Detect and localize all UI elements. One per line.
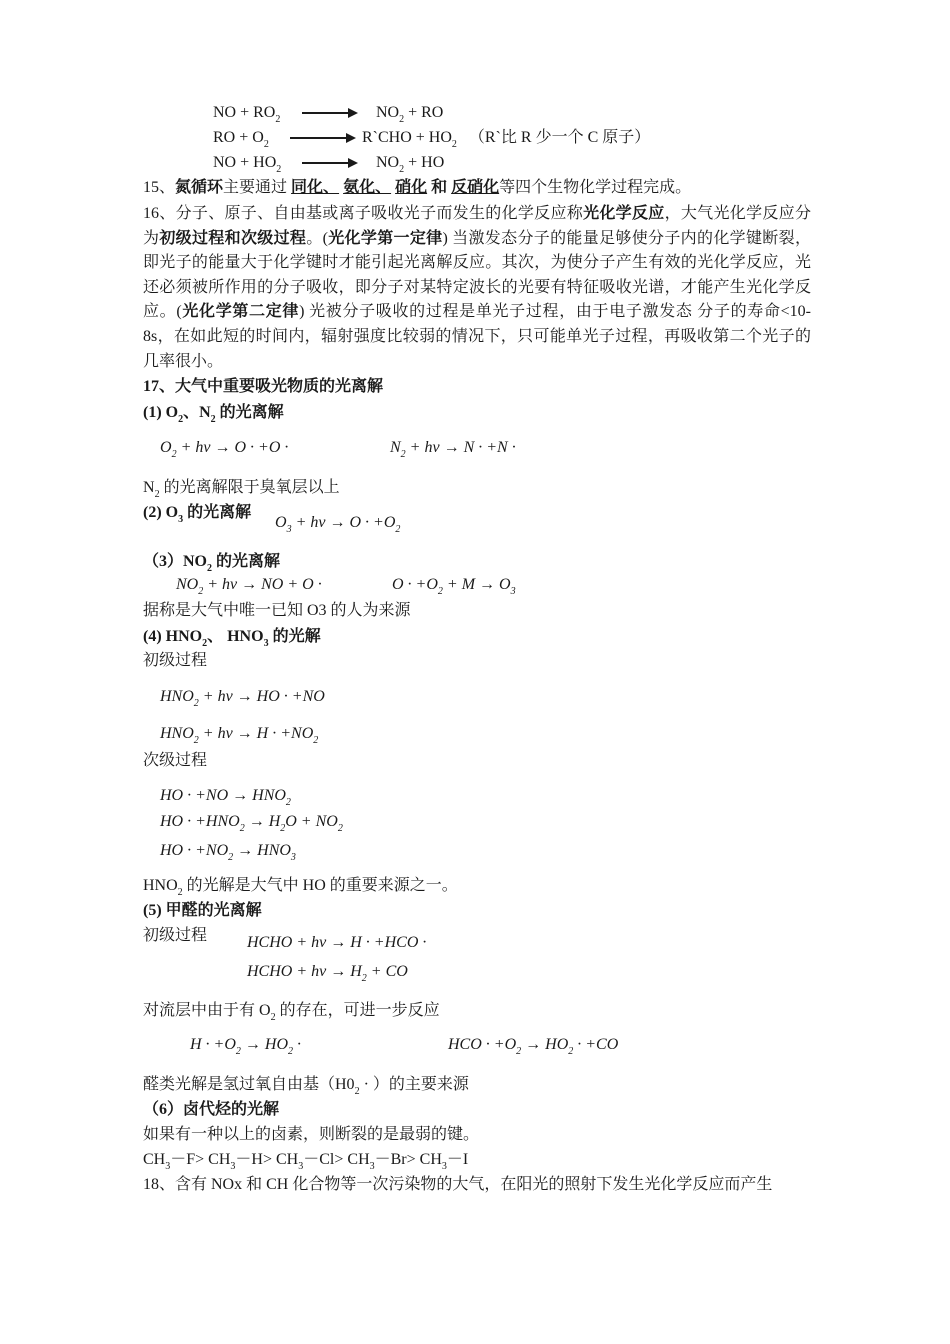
subscript: 3 — [441, 1161, 447, 1172]
text: 16、分子、原子、自由基或离子吸收光子而发生的化学反应称 — [143, 205, 584, 222]
equation — [160, 785, 291, 814]
section-6-title: （6）卤代烃的光解 — [143, 1101, 280, 1118]
reaction-3-lhs: NO + HO — [213, 154, 277, 171]
subscript: 3 — [263, 638, 269, 649]
subscript: 3 — [178, 514, 184, 525]
subscript: 2 — [568, 1046, 574, 1057]
text: 等四个生物化学过程完成。 — [499, 179, 692, 196]
text: 主要通过 — [223, 179, 292, 196]
text: 的光解是大气中 HO 的重要来源之一。 — [182, 877, 458, 894]
subscript: 2 — [270, 1012, 276, 1023]
text: 的光离解限于臭氧层以上 — [159, 479, 340, 496]
equation — [275, 512, 400, 541]
rhs-text: NO — [376, 104, 400, 121]
subscript: 3 — [230, 1161, 236, 1172]
subscript: 2 — [399, 114, 405, 125]
subscript: 3 — [286, 524, 292, 535]
text: －F> — [170, 1151, 209, 1168]
text: CH — [276, 1151, 299, 1168]
step-underlined: 硝化 — [395, 179, 428, 196]
text: (4) HNO — [143, 628, 203, 645]
subscript: 2 — [399, 164, 405, 175]
subscript: 2 — [198, 586, 204, 597]
item-16-paragraph — [143, 202, 811, 374]
subscript: 2 — [193, 698, 199, 709]
section-3-note: 据称是大气中唯一已知 O3 的人为来源 — [143, 602, 411, 619]
item-number: 15、 — [143, 179, 176, 196]
eq-text: HNO — [160, 725, 194, 742]
subscript: 2 — [239, 823, 245, 834]
section-2-title — [143, 502, 251, 531]
text: 的存在，可进一步反应 — [275, 1002, 440, 1019]
section-5-note — [143, 1000, 440, 1029]
eq-text: NO — [176, 576, 199, 593]
eq-text: HO · +NO — [160, 842, 229, 859]
eq-text: + hν → N · +N · — [405, 439, 516, 456]
text: CH — [143, 1151, 166, 1168]
subscript: 2 — [313, 735, 319, 746]
text: (1) O — [143, 404, 179, 421]
subscript: 2 — [285, 797, 291, 808]
subscript: 2 — [202, 638, 208, 649]
text: HNO — [143, 877, 178, 894]
arrow-icon — [302, 102, 358, 124]
section-5-title: (5) 甲醛的光离解 — [143, 902, 262, 919]
subscript: 2 — [288, 1046, 294, 1057]
text-bold: 初级过程和次级过程 — [159, 229, 307, 247]
subscript: 2 — [210, 414, 216, 425]
equation — [160, 437, 288, 466]
subscript: 2 — [235, 1046, 241, 1057]
subscript: 2 — [451, 139, 457, 150]
subscript: 3 — [165, 1161, 171, 1172]
text: －I — [446, 1151, 469, 1168]
eq-text: + hν → O · +O · — [176, 439, 289, 456]
secondary-process-label: 次级过程 — [143, 752, 208, 769]
text-bold: 和 — [427, 179, 452, 196]
subscript: 3 — [369, 1161, 375, 1172]
eq-text: HCO · +O — [448, 1036, 517, 1053]
text: 对流层中由于有 O — [143, 1002, 271, 1019]
text: 的光离解 — [183, 504, 252, 521]
eq-text: HCHO + hν → H — [247, 963, 362, 980]
item-17-title: 17、大气中重要吸光物质的光离解 — [143, 378, 384, 395]
rhs-text-b: + RO — [404, 104, 444, 121]
subscript: 2 — [437, 586, 443, 597]
subscript: 2 — [178, 414, 184, 425]
equation — [160, 723, 318, 752]
equation — [190, 1034, 301, 1063]
step-underlined: 同化、 — [291, 179, 340, 196]
subscript: 3 — [298, 1161, 304, 1172]
subscript: 3 — [510, 586, 516, 597]
text: · ）的主要来源 — [359, 1076, 469, 1093]
eq-text: O + NO — [285, 813, 338, 830]
text: ) 光被分子吸收的过程是单光子过程，由于电子激发态 分子的寿命<10-8s，在如此短的时间内，辐射强度比较弱的情况下，只可能单光子过程，再吸收第二个光子的几率很小。 — [143, 303, 811, 370]
eq-text: → H — [244, 813, 281, 830]
equation — [160, 840, 296, 869]
text-bold: 光化学第二定律 — [181, 303, 300, 321]
eq-text: + hν → NO + O · — [203, 576, 322, 593]
eq-text: → HO — [240, 1036, 289, 1053]
equation: HCHO + hν → H · +HCO · — [247, 934, 427, 951]
rhs-text: R`CHO + HO — [362, 129, 452, 146]
text: －Br> — [374, 1151, 420, 1168]
text-bold: 光化学反应 — [583, 205, 665, 222]
text: CH — [347, 1151, 370, 1168]
primary-process-label: 初级过程 — [143, 652, 208, 669]
subscript: 2 — [395, 524, 401, 535]
subscript: 2 — [280, 823, 286, 834]
eq-text: + hν → HO · +NO — [198, 688, 325, 705]
equation — [390, 437, 516, 466]
text: CH — [208, 1151, 231, 1168]
eq-text: H · +O — [190, 1036, 236, 1053]
equation — [176, 574, 322, 603]
equation — [160, 811, 343, 840]
step-underlined: 反硝化 — [451, 179, 500, 196]
equation — [247, 961, 408, 990]
text-bold: 光化学第一定律 — [327, 229, 443, 247]
item-18: 18、含有 NOx 和 CH 化合物等一次污染物的大气，在阳光的照射下发生光化学反应而产生 — [143, 1176, 773, 1193]
text: 、 HNO — [207, 628, 264, 645]
equation — [160, 686, 325, 715]
eq-text: + M → O — [442, 576, 511, 593]
text: N — [143, 479, 155, 496]
subscript: 2 — [354, 1086, 360, 1097]
section-6-line: 如果有一种以上的卤素，则断裂的是最弱的键。 — [143, 1126, 480, 1143]
eq-text: N — [390, 439, 401, 456]
text: （3）NO — [143, 553, 208, 570]
subscript: 2 — [228, 852, 234, 863]
subscript: 2 — [207, 563, 213, 574]
rhs-text-b: + HO — [404, 154, 445, 171]
text: 。( — [306, 229, 328, 247]
text: 醛类光解是氢过氧自由基（H0 — [143, 1076, 355, 1093]
text: CH — [419, 1151, 442, 1168]
subscript: 2 — [516, 1046, 522, 1057]
eq-text: → HO — [521, 1036, 569, 1053]
rhs-text: NO — [376, 154, 400, 171]
subscript: 2 — [361, 973, 367, 984]
item-15 — [143, 177, 691, 199]
subscript: 2 — [276, 164, 282, 175]
text: 的光离解 — [215, 404, 284, 421]
reaction-note: （R`比 R 少一个 C 原子） — [468, 129, 651, 146]
eq-text: → HNO — [233, 842, 291, 859]
text: 、N — [183, 404, 211, 421]
equation — [392, 574, 516, 603]
arrow-icon — [290, 127, 356, 149]
subscript: 2 — [177, 887, 183, 898]
text: －Cl> — [303, 1151, 348, 1168]
eq-text: HO · +NO → HNO — [160, 787, 286, 804]
eq-text: O · +O — [392, 576, 438, 593]
subscript: 2 — [193, 735, 199, 746]
subscript: 3 — [290, 852, 296, 863]
reaction-2-lhs: RO + O — [213, 129, 264, 146]
eq-text: · +CO — [573, 1036, 619, 1053]
eq-text: + hν → O · +O — [291, 514, 396, 531]
eq-text: · — [293, 1036, 302, 1053]
text: 的光离解 — [212, 553, 281, 570]
text: ，大气光化学反应分为 — [143, 205, 811, 247]
eq-text: O — [160, 439, 172, 456]
text: (2) O — [143, 504, 179, 521]
subscript: 2 — [154, 489, 160, 500]
eq-text: O — [275, 514, 287, 531]
text: －H> — [235, 1151, 276, 1168]
eq-text: + hν → H · +NO — [198, 725, 314, 742]
step-underlined: 氨化、 — [343, 179, 392, 196]
eq-text: + CO — [366, 963, 408, 980]
subscript: 2 — [171, 449, 177, 460]
eq-text: HNO — [160, 688, 194, 705]
equation — [448, 1034, 618, 1063]
text: 的光解 — [268, 628, 321, 645]
primary-process-label: 初级过程 — [143, 927, 208, 944]
subscript: 2 — [400, 449, 406, 460]
subscript: 2 — [337, 823, 343, 834]
term-bold: 氮循环 — [175, 179, 224, 196]
subscript: 2 — [275, 114, 281, 125]
arrow-icon — [302, 152, 358, 174]
eq-text: HO · +HNO — [160, 813, 240, 830]
section-1-title — [143, 402, 284, 431]
reaction-1-lhs: NO + RO — [213, 104, 276, 121]
subscript: 2 — [263, 139, 269, 150]
text: ) 当激发态分子的能量足够使分子内的化学键断裂，即光子的能量大于化学键时才能引起光离解反应。其次，为使分子产生有效的光化学反应，光还必须被所作用的分子吸收，即分子对某特定波长的光要有特征吸收光谱，才能产生光化学反应。( — [143, 229, 811, 321]
